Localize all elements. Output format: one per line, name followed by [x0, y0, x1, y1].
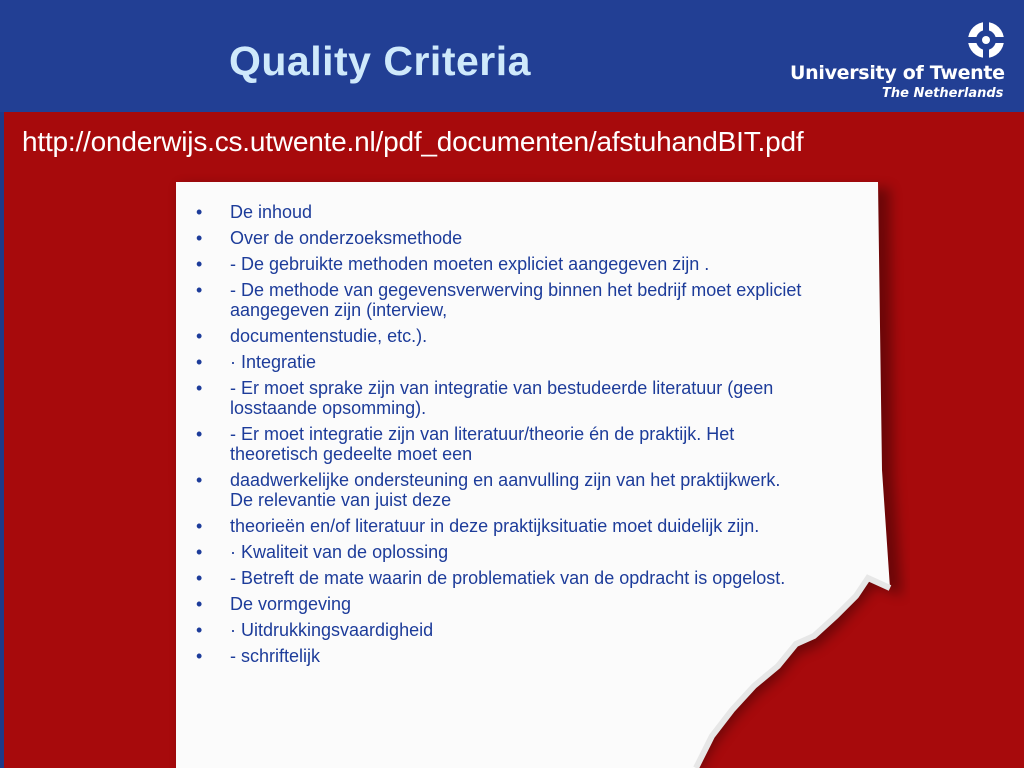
bullet-item: • - Er moet sprake zijn van integratie van bestudeerde literatuur (geen losstaande opsomming). — [196, 378, 806, 418]
bullet-item: • theorieën en/of literatuur in deze praktijksituatie moet duidelijk zijn. — [196, 516, 806, 536]
bullet-item: • De inhoud — [196, 202, 806, 222]
ut-logo-icon — [964, 18, 1008, 62]
slide-title: Quality Criteria — [229, 38, 531, 84]
left-border-strip — [0, 112, 4, 768]
bullet-item: • De vormgeving — [196, 594, 806, 614]
document-url: http://onderwijs.cs.utwente.nl/pdf_documenten/afstuhandBIT.pdf — [22, 126, 804, 157]
bullet-item: • · Integratie — [196, 352, 806, 372]
bullet-item: • daadwerkelijke ondersteuning en aanvulling zijn van het praktijkwerk. De relevantie van juist deze — [196, 470, 806, 510]
bullet-item: • documentenstudie, etc.). — [196, 326, 806, 346]
bullet-item: • Over de onderzoeksmethode — [196, 228, 806, 248]
university-country: The Netherlands — [882, 86, 1004, 101]
bullet-item: • - Betreft de mate waarin de problematiek van de opdracht is opgelost. — [196, 568, 806, 588]
bullet-item: • · Kwaliteit van de oplossing — [196, 542, 806, 562]
bullet-item: • - Er moet integratie zijn van literatuur/theorie én de praktijk. Het theoretisch gedeelte moet een — [196, 424, 806, 464]
bullet-list — [196, 202, 806, 672]
bullet-item: • - schriftelijk — [196, 646, 806, 666]
bullet-item: • - De methode van gegevensverwerving binnen het bedrijf moet expliciet aangegeven zijn (interview, — [196, 280, 806, 320]
university-name: University of Twente — [790, 62, 1005, 84]
bullet-item: • - De gebruikte methoden moeten expliciet aangegeven zijn . — [196, 254, 806, 274]
bullet-item: • · Uitdrukkingsvaardigheid — [196, 620, 806, 640]
header-bar — [0, 0, 1024, 112]
